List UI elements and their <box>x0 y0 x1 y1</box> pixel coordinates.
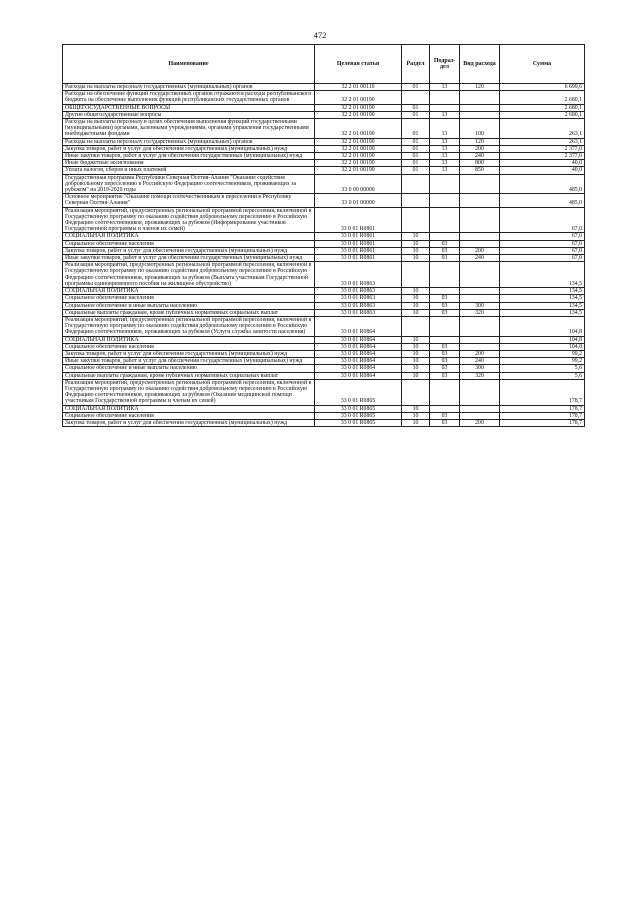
row-code-cell: 33 0 01 R0861 <box>315 255 402 262</box>
row-amount-cell: 99,2 <box>500 350 585 357</box>
row-section-cell: 01 <box>402 167 430 174</box>
header-name: Наименование <box>63 45 315 84</box>
row-code-cell: 32 2 01 00190 <box>315 160 402 167</box>
table-row <box>63 240 585 247</box>
table-row <box>63 160 585 167</box>
row-name-cell: Иные закупки товаров, работ и услуг для обеспечения государственных (муниципальных) нужд <box>63 153 315 160</box>
row-amount-cell: 67,0 <box>500 233 585 240</box>
row-amount-cell: 2 377,0 <box>500 145 585 152</box>
row-code-cell: 33 0 01 R0861 <box>315 240 402 247</box>
row-code-cell: 33 0 01 R0864 <box>315 365 402 372</box>
row-name-cell: Основное мероприятие "Оказание помощи соотечественникам в переселении в Республику Северная Осетия-Алания" <box>63 194 315 207</box>
row-section-cell: 10 <box>402 350 430 357</box>
table-row <box>63 343 585 350</box>
row-subsection-cell <box>430 207 460 233</box>
row-subsection-cell <box>430 194 460 207</box>
row-subsection-cell: 03 <box>430 350 460 357</box>
row-section-cell: 10 <box>402 419 430 426</box>
table-row <box>63 119 585 139</box>
row-subsection-cell: 03 <box>430 309 460 316</box>
row-section-cell: 10 <box>402 295 430 302</box>
row-subsection-cell <box>430 174 460 194</box>
row-name-cell: Уплата налогов, сборов и иных платежей <box>63 167 315 174</box>
table-row <box>63 207 585 233</box>
table-row <box>63 405 585 412</box>
table-row <box>63 372 585 379</box>
row-subsection-cell <box>430 233 460 240</box>
table-header-row <box>63 45 585 84</box>
row-code-cell: 32 2 01 00190 <box>315 153 402 160</box>
row-name-cell: Другие общегосударственные вопросы <box>63 111 315 118</box>
table-row <box>63 91 585 104</box>
row-name-cell: СОЦИАЛЬНАЯ ПОЛИТИКА <box>63 288 315 295</box>
row-name-cell: Социальное обеспечение населения <box>63 240 315 247</box>
row-subsection-cell: 03 <box>430 412 460 419</box>
table-row <box>63 379 585 405</box>
row-amount-cell: 40,0 <box>500 160 585 167</box>
row-section-cell: 10 <box>402 343 430 350</box>
row-amount-cell: 485,0 <box>500 194 585 207</box>
row-amount-cell: 263,1 <box>500 138 585 145</box>
row-code-cell: 32 2 01 00190 <box>315 167 402 174</box>
row-expense-type-cell <box>460 343 500 350</box>
row-section-cell: 10 <box>402 302 430 309</box>
row-amount-cell: 2 680,1 <box>500 91 585 104</box>
row-name-cell: Расходы на выплаты персоналу государственных (муниципальных) органов <box>63 84 315 91</box>
row-name-cell: Социальные выплаты гражданам, кроме публичных нормативных социальных выплат <box>63 372 315 379</box>
row-section-cell: 01 <box>402 138 430 145</box>
row-code-cell: 33 0 01 R0864 <box>315 336 402 343</box>
row-expense-type-cell: 200 <box>460 350 500 357</box>
row-expense-type-cell <box>460 240 500 247</box>
row-expense-type-cell <box>460 174 500 194</box>
table-body <box>63 84 585 427</box>
row-expense-type-cell <box>460 207 500 233</box>
row-amount-cell: 5,6 <box>500 372 585 379</box>
row-expense-type-cell: 300 <box>460 365 500 372</box>
row-code-cell: 33 0 01 R0863 <box>315 288 402 295</box>
table-row <box>63 350 585 357</box>
row-subsection-cell: 13 <box>430 111 460 118</box>
row-subsection-cell <box>430 91 460 104</box>
row-expense-type-cell: 850 <box>460 167 500 174</box>
row-expense-type-cell <box>460 262 500 288</box>
row-subsection-cell <box>430 336 460 343</box>
row-expense-type-cell: 120 <box>460 138 500 145</box>
row-code-cell: 33 0 01 R0861 <box>315 207 402 233</box>
row-expense-type-cell <box>460 104 500 111</box>
row-expense-type-cell: 240 <box>460 153 500 160</box>
table-row <box>63 288 585 295</box>
table-row <box>63 316 585 336</box>
header-code: Целевая статья <box>315 45 402 84</box>
row-code-cell: 33 0 01 R0864 <box>315 316 402 336</box>
row-expense-type-cell: 240 <box>460 358 500 365</box>
row-amount-cell: 40,0 <box>500 167 585 174</box>
row-code-cell: 33 0 01 R0863 <box>315 309 402 316</box>
row-expense-type-cell: 800 <box>460 160 500 167</box>
row-code-cell: 33 0 01 R0865 <box>315 379 402 405</box>
row-name-cell: Закупка товаров, работ и услуг для обеспечения государственных (муниципальных) нужд <box>63 145 315 152</box>
row-section-cell <box>402 194 430 207</box>
row-expense-type-cell: 200 <box>460 419 500 426</box>
row-name-cell: Иные закупки товаров, работ и услуг для обеспечения государственных (муниципальных) нужд <box>63 358 315 365</box>
row-subsection-cell <box>430 316 460 336</box>
row-code-cell: 33 0 01 R0864 <box>315 358 402 365</box>
row-subsection-cell: 13 <box>430 84 460 91</box>
row-expense-type-cell <box>460 405 500 412</box>
table-row <box>63 84 585 91</box>
row-amount-cell: 134,5 <box>500 288 585 295</box>
row-section-cell: 01 <box>402 119 430 139</box>
row-code-cell: 33 0 01 R0861 <box>315 247 402 254</box>
row-section-cell: 10 <box>402 358 430 365</box>
row-name-cell: Закупка товаров, работ и услуг для обеспечения государственных (муниципальных) нужд <box>63 419 315 426</box>
table-row <box>63 358 585 365</box>
row-amount-cell: 67,0 <box>500 247 585 254</box>
row-name-cell: Социальные выплаты гражданам, кроме публичных нормативных социальных выплат <box>63 309 315 316</box>
row-expense-type-cell <box>460 295 500 302</box>
row-amount-cell: 134,5 <box>500 262 585 288</box>
row-amount-cell: 104,8 <box>500 343 585 350</box>
row-expense-type-cell <box>460 91 500 104</box>
row-section-cell: 10 <box>402 247 430 254</box>
row-subsection-cell <box>430 405 460 412</box>
row-subsection-cell: 03 <box>430 365 460 372</box>
row-section-cell: 10 <box>402 412 430 419</box>
row-code-cell: 32 2 01 00190 <box>315 145 402 152</box>
table-row <box>63 295 585 302</box>
row-expense-type-cell: 120 <box>460 84 500 91</box>
header-expense-type: Вид расхода <box>460 45 500 84</box>
row-subsection-cell <box>430 104 460 111</box>
row-section-cell <box>402 316 430 336</box>
row-subsection-cell: 13 <box>430 119 460 139</box>
row-section-cell <box>402 379 430 405</box>
row-section-cell: 01 <box>402 84 430 91</box>
row-name-cell: Социальное обеспечение и иные выплаты населению <box>63 302 315 309</box>
row-amount-cell: 6 699,6 <box>500 84 585 91</box>
row-subsection-cell: 13 <box>430 138 460 145</box>
row-subsection-cell: 13 <box>430 160 460 167</box>
row-section-cell: 10 <box>402 405 430 412</box>
row-name-cell: Государственная программа Республики Северная Осетия-Алания "Оказание содействия добровольному переселению в Российскую Федерацию соотечественников, проживающих за рубежом" на 2019-2020 годы <box>63 174 315 194</box>
row-name-cell: Социальное обеспечение населения <box>63 295 315 302</box>
table-row <box>63 145 585 152</box>
row-expense-type-cell: 320 <box>460 372 500 379</box>
row-section-cell: 10 <box>402 255 430 262</box>
row-code-cell: 33 0 01 R0865 <box>315 405 402 412</box>
row-name-cell: ОБЩЕГОСУДАРСТВЕННЫЕ ВОПРОСЫ <box>63 104 315 111</box>
row-amount-cell: 178,7 <box>500 419 585 426</box>
row-code-cell: 33 0 01 R0864 <box>315 372 402 379</box>
row-code-cell: 32 2 01 00190 <box>315 104 402 111</box>
row-amount-cell: 104,8 <box>500 336 585 343</box>
table-row <box>63 233 585 240</box>
row-code-cell: 32 2 01 00190 <box>315 119 402 139</box>
row-code-cell: 33 0 01 R0863 <box>315 302 402 309</box>
row-name-cell: Закупка товаров, работ и услуг для обеспечения государственных (муниципальных) нужд <box>63 247 315 254</box>
header-amount: Сумма <box>500 45 585 84</box>
table-row <box>63 365 585 372</box>
row-amount-cell: 67,0 <box>500 207 585 233</box>
row-amount-cell: 99,2 <box>500 358 585 365</box>
row-amount-cell: 67,0 <box>500 255 585 262</box>
table-row <box>63 104 585 111</box>
row-section-cell: 10 <box>402 233 430 240</box>
table-row <box>63 255 585 262</box>
row-code-cell: 33 0 01 R0863 <box>315 295 402 302</box>
row-amount-cell: 178,7 <box>500 379 585 405</box>
table-row <box>63 247 585 254</box>
row-amount-cell: 5,6 <box>500 365 585 372</box>
row-subsection-cell: 03 <box>430 302 460 309</box>
table-row <box>63 194 585 207</box>
table-row <box>63 336 585 343</box>
row-name-cell: Социальное обеспечение населения <box>63 412 315 419</box>
row-section-cell: 01 <box>402 104 430 111</box>
row-section-cell: 01 <box>402 160 430 167</box>
table-row <box>63 262 585 288</box>
row-name-cell: Расходы на выплаты персоналу в целях обеспечения выполнения функций государственными (муниципальными) органами, казенными учреждениями, органами управления государственными внебюджетными фондами <box>63 119 315 139</box>
row-subsection-cell: 03 <box>430 255 460 262</box>
row-expense-type-cell: 200 <box>460 145 500 152</box>
row-subsection-cell <box>430 288 460 295</box>
row-expense-type-cell <box>460 316 500 336</box>
row-subsection-cell: 03 <box>430 419 460 426</box>
row-name-cell: СОЦИАЛЬНАЯ ПОЛИТИКА <box>63 336 315 343</box>
row-name-cell: Реализация мероприятий, предусмотренных региональной программой переселения, включенной в Государственную программу по оказанию содействия добровольному переселению в Российскую Федерацию соотечественников, проживающих за рубежом (Выплата участникам Государственной программы единовременного пособия на жилищное обустройство) <box>63 262 315 288</box>
row-section-cell <box>402 91 430 104</box>
row-expense-type-cell <box>460 111 500 118</box>
row-amount-cell: 67,0 <box>500 240 585 247</box>
table-row <box>63 167 585 174</box>
row-expense-type-cell: 300 <box>460 302 500 309</box>
row-code-cell: 32 2 01 00190 <box>315 138 402 145</box>
row-expense-type-cell <box>460 288 500 295</box>
row-section-cell: 10 <box>402 372 430 379</box>
row-name-cell: Иные бюджетные ассигнования <box>63 160 315 167</box>
row-subsection-cell: 03 <box>430 372 460 379</box>
row-expense-type-cell: 100 <box>460 119 500 139</box>
row-code-cell: 32 2 01 00110 <box>315 84 402 91</box>
row-name-cell: Закупка товаров, работ и услуг для обеспечения государственных (муниципальных) нужд <box>63 350 315 357</box>
table-row <box>63 153 585 160</box>
row-amount-cell: 2 680,1 <box>500 111 585 118</box>
row-subsection-cell: 13 <box>430 145 460 152</box>
row-expense-type-cell <box>460 336 500 343</box>
table-row <box>63 419 585 426</box>
row-section-cell: 01 <box>402 111 430 118</box>
budget-table <box>62 44 585 427</box>
row-expense-type-cell: 320 <box>460 309 500 316</box>
row-subsection-cell: 03 <box>430 295 460 302</box>
row-section-cell: 10 <box>402 336 430 343</box>
row-amount-cell: 2 377,0 <box>500 153 585 160</box>
row-code-cell: 33 0 01 R0865 <box>315 419 402 426</box>
table-row <box>63 309 585 316</box>
row-name-cell: Расходы на выплаты персоналу государственных (муниципальных) органов <box>63 138 315 145</box>
row-code-cell: 33 0 01 R0864 <box>315 350 402 357</box>
row-subsection-cell <box>430 379 460 405</box>
table-row <box>63 412 585 419</box>
row-expense-type-cell <box>460 412 500 419</box>
row-section-cell: 01 <box>402 145 430 152</box>
row-section-cell: 10 <box>402 309 430 316</box>
row-section-cell: 10 <box>402 288 430 295</box>
row-subsection-cell <box>430 262 460 288</box>
row-subsection-cell: 03 <box>430 247 460 254</box>
row-amount-cell: 134,5 <box>500 295 585 302</box>
row-code-cell: 33 0 01 R0865 <box>315 412 402 419</box>
row-expense-type-cell <box>460 233 500 240</box>
row-code-cell: 33 0 01 00000 <box>315 194 402 207</box>
row-amount-cell: 134,5 <box>500 302 585 309</box>
table-row <box>63 174 585 194</box>
row-subsection-cell: 03 <box>430 358 460 365</box>
row-name-cell: Иные закупки товаров, работ и услуг для обеспечения государственных (муниципальных) нужд <box>63 255 315 262</box>
row-code-cell: 33 0 01 R0861 <box>315 233 402 240</box>
row-expense-type-cell: 200 <box>460 247 500 254</box>
row-name-cell: Социальное обеспечение и иные выплаты населению <box>63 365 315 372</box>
row-amount-cell: 178,7 <box>500 405 585 412</box>
row-section-cell <box>402 262 430 288</box>
row-expense-type-cell: 240 <box>460 255 500 262</box>
table-row <box>63 138 585 145</box>
row-subsection-cell: 03 <box>430 240 460 247</box>
row-code-cell: 32 2 01 00190 <box>315 111 402 118</box>
row-amount-cell: 263,1 <box>500 119 585 139</box>
row-amount-cell: 178,7 <box>500 412 585 419</box>
row-section-cell: 10 <box>402 240 430 247</box>
row-amount-cell: 104,8 <box>500 316 585 336</box>
row-name-cell: СОЦИАЛЬНАЯ ПОЛИТИКА <box>63 405 315 412</box>
table-row <box>63 111 585 118</box>
row-name-cell: Расходы на обеспечение функций государственных органов отражаются расходы республиканского бюджета на обеспечение выполнения функций республиканских государственных органов <box>63 91 315 104</box>
row-amount-cell: 134,5 <box>500 309 585 316</box>
row-code-cell: 33 0 01 R0864 <box>315 343 402 350</box>
row-section-cell: 01 <box>402 153 430 160</box>
row-amount-cell: 2 680,1 <box>500 104 585 111</box>
row-code-cell: 33 0 00 00000 <box>315 174 402 194</box>
row-section-cell: 10 <box>402 365 430 372</box>
row-name-cell: Реализация мероприятий, предусмотренных региональной программой переселения, включенной в Государственную программу по оказанию содействия добровольному переселению в Российскую Федерацию соотечественников, проживающих за рубежом (Услуги службы занятости населения) <box>63 316 315 336</box>
header-subsection: Подраз-дел <box>430 45 460 84</box>
row-code-cell: 32 2 01 00190 <box>315 91 402 104</box>
row-name-cell: Социальное обеспечение населения <box>63 343 315 350</box>
row-expense-type-cell <box>460 379 500 405</box>
header-section: Раздел <box>402 45 430 84</box>
row-name-cell: СОЦИАЛЬНАЯ ПОЛИТИКА <box>63 233 315 240</box>
row-subsection-cell: 13 <box>430 153 460 160</box>
row-code-cell: 33 0 01 R0863 <box>315 262 402 288</box>
row-section-cell <box>402 174 430 194</box>
row-subsection-cell: 13 <box>430 167 460 174</box>
row-name-cell: Реализация мероприятий, предусмотренных региональной программой переселения, включенной в Государственную программу по оказанию содействия добровольному переселению в Российскую Федерацию соотечественников, проживающих за рубежом (Информирование участников Государственной программы и членов их семей) <box>63 207 315 233</box>
row-name-cell: Реализация мероприятий, предусмотренных региональной программой переселения, включенной в Государственную программу по оказанию содействия добровольному переселению в Российскую Федерацию соотечественников, проживающих за рубежом (Оказание медицинской помощи участникам Государственной программы и членам их семей) <box>63 379 315 405</box>
page-number: 472 <box>313 30 327 40</box>
row-expense-type-cell <box>460 194 500 207</box>
table-row <box>63 302 585 309</box>
row-subsection-cell: 03 <box>430 343 460 350</box>
row-amount-cell: 485,0 <box>500 174 585 194</box>
row-section-cell <box>402 207 430 233</box>
